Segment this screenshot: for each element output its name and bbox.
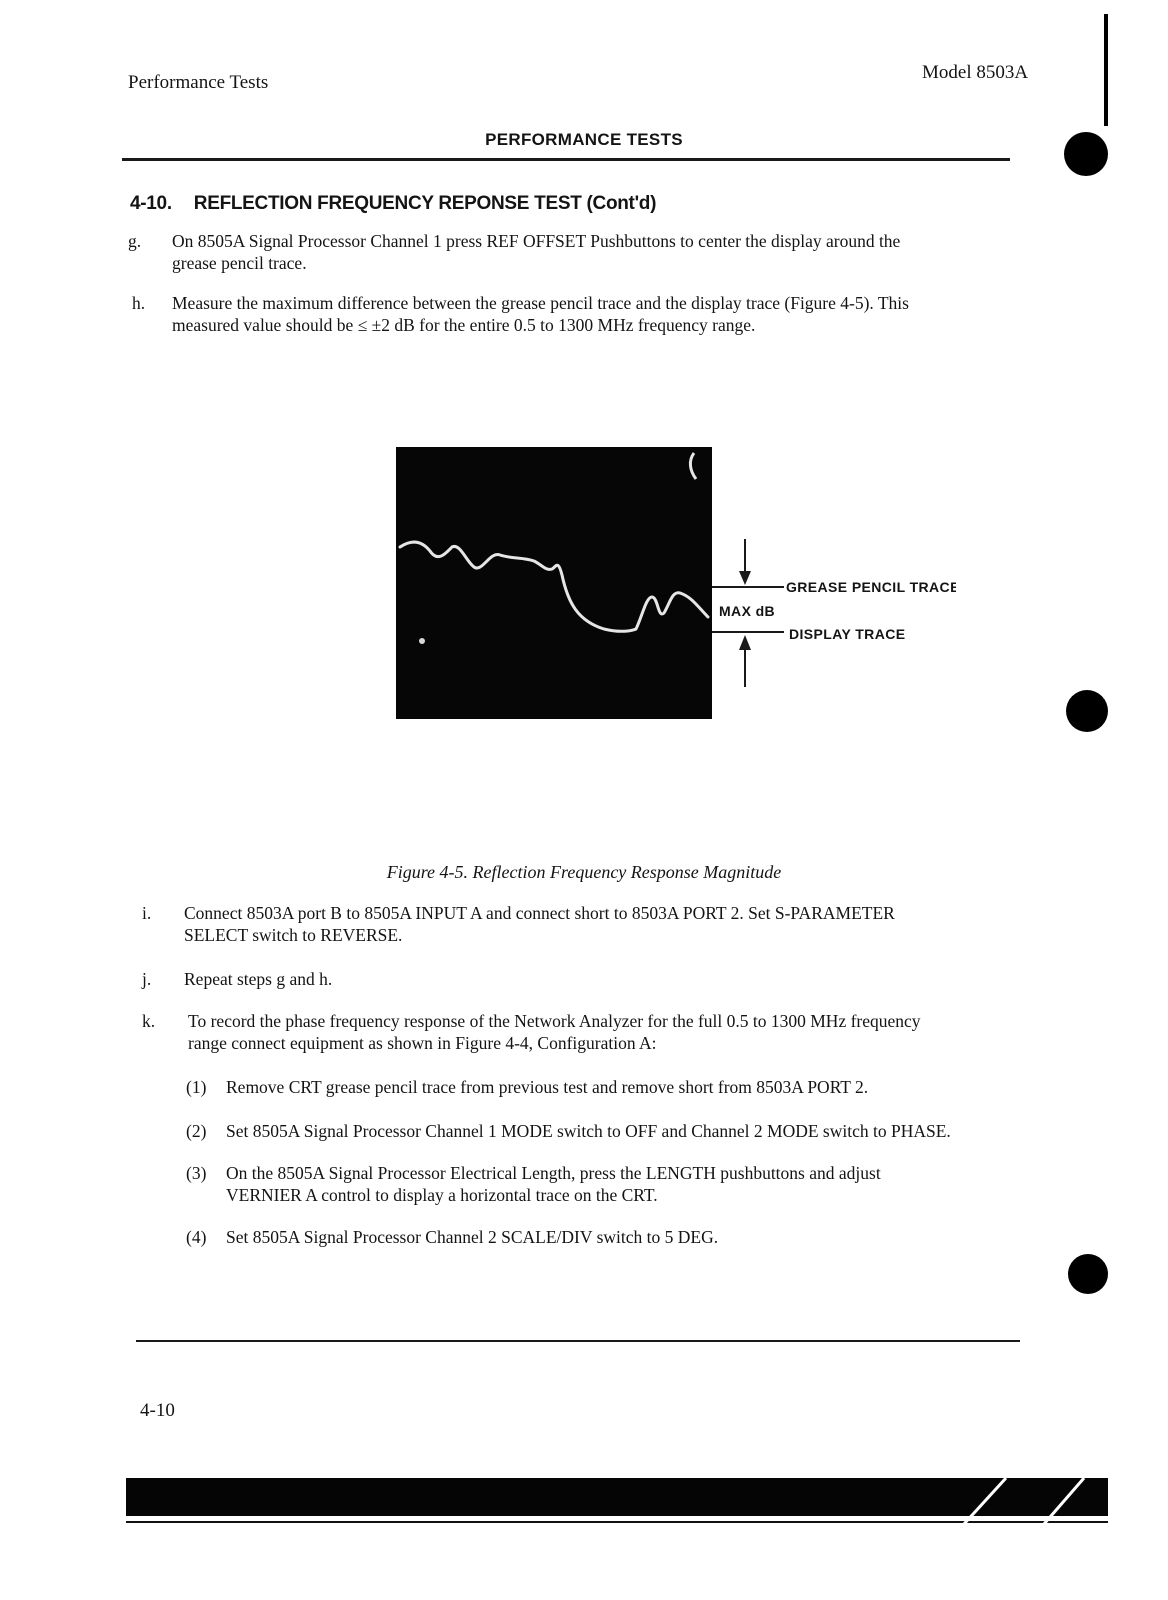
crt-display-diagram — [396, 447, 956, 737]
crt-screen — [396, 447, 712, 719]
step-label: h. — [132, 293, 146, 313]
running-header-left: Performance Tests — [128, 72, 269, 93]
step-label: g. — [128, 231, 142, 251]
binder-hole-bottom — [1068, 1254, 1108, 1294]
section-title: PERFORMANCE TESTS — [485, 130, 683, 149]
step-text-line: To record the phase frequency response of the Network Analyzer for the full 0.5 to 1300 MHz frequency — [188, 1011, 921, 1031]
scan-edge-bar — [1104, 14, 1108, 126]
step-label: j. — [142, 969, 152, 989]
step-text-line: Measure the maximum difference between the grease pencil trace and the display trace (Figure 4-5). This — [172, 293, 909, 313]
figure-4-5 — [396, 447, 956, 737]
binder-hole-middle — [1066, 690, 1108, 732]
step-text-line: Connect 8503A port B to 8505A INPUT A and connect short to 8503A PORT 2. Set S-PARAMETER — [184, 903, 895, 923]
section-heading — [130, 193, 656, 215]
substep-text-line: VERNIER A control to display a horizontal trace on the CRT. — [226, 1185, 658, 1205]
binder-hole-top — [1064, 132, 1108, 176]
substep-label: (3) — [186, 1163, 207, 1183]
crt-dot — [419, 638, 425, 644]
upper-arrowhead — [739, 571, 751, 585]
display-trace-label: DISPLAY TRACE — [789, 626, 906, 642]
scan-bottom-band-graphic — [126, 1478, 1108, 1528]
step-text-line: measured value should be ≤ ±2 dB for the entire 0.5 to 1300 MHz frequency range. — [172, 315, 756, 335]
substep-text-line: Remove CRT grease pencil trace from previous test and remove short from 8503A PORT 2. — [226, 1077, 869, 1097]
substep-text-line: Set 8505A Signal Processor Channel 1 MODE switch to OFF and Channel 2 MODE switch to PHASE. — [226, 1121, 951, 1141]
lower-arrowhead — [739, 635, 751, 650]
step-label: k. — [142, 1011, 156, 1031]
step-text-line: On 8505A Signal Processor Channel 1 press REF OFFSET Pushbuttons to center the display around the — [172, 231, 901, 251]
substep-label: (4) — [186, 1227, 207, 1247]
scan-bottom-band — [126, 1478, 1108, 1528]
footer-rule — [136, 1340, 1020, 1342]
figure-caption: Figure 4-5. Reflection Frequency Response Magnitude — [386, 862, 782, 882]
substep-label: (1) — [186, 1077, 207, 1097]
header-rule — [122, 158, 1010, 161]
substep-label: (2) — [186, 1121, 207, 1141]
max-db-label: MAX dB — [719, 603, 776, 619]
step-text-line: grease pencil trace. — [172, 253, 307, 273]
step-text-line: Repeat steps g and h. — [184, 969, 333, 989]
step-text-line: range connect equipment as shown in Figure 4-4, Configuration A: — [188, 1033, 657, 1053]
step-text-line: SELECT switch to REVERSE. — [184, 925, 403, 945]
page-number: 4-10 — [140, 1400, 175, 1421]
heading-title: REFLECTION FREQUENCY REPONSE TEST (Cont'd) — [193, 193, 657, 214]
grease-pencil-label: GREASE PENCIL TRACE — [786, 579, 956, 595]
substep-text-line: On the 8505A Signal Processor Electrical Length, press the LENGTH pushbuttons and adjust — [226, 1163, 881, 1183]
running-header-right: Model 8503A — [922, 62, 1029, 83]
step-label: i. — [142, 903, 152, 923]
substep-text-line: Set 8505A Signal Processor Channel 2 SCALE/DIV switch to 5 DEG. — [226, 1227, 719, 1247]
heading-number: 4-10. — [130, 193, 172, 214]
